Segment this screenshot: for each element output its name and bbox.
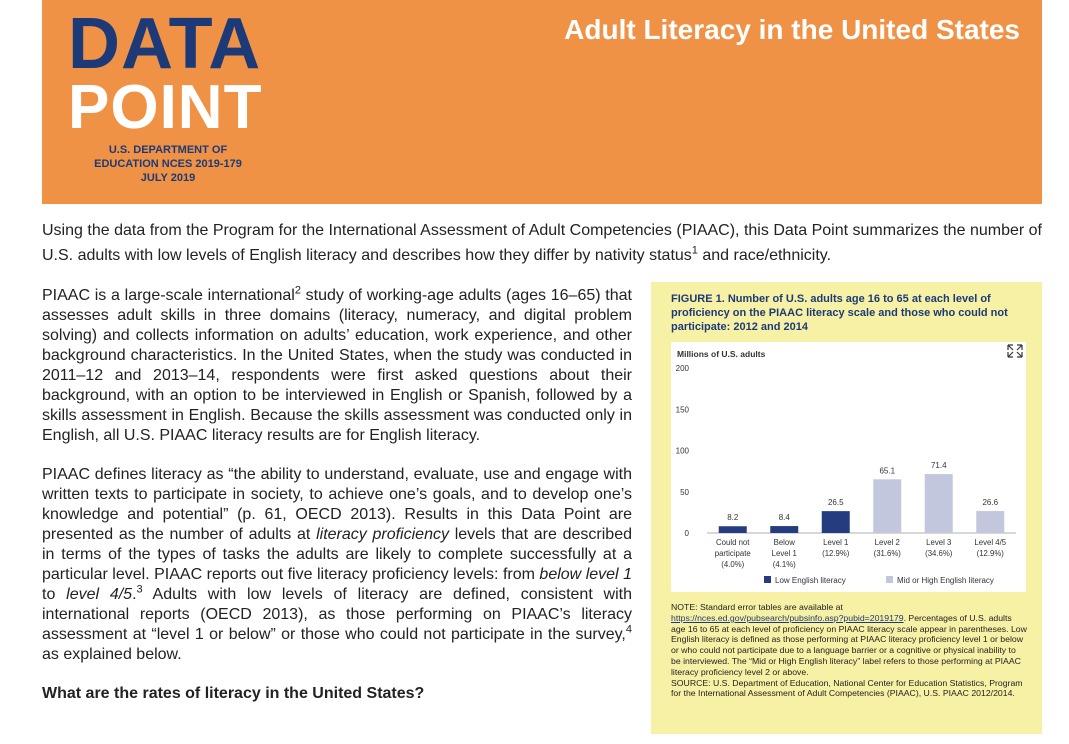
bar <box>822 511 850 533</box>
x-tick-label: (31.6%) <box>873 549 901 558</box>
legend-swatch-high <box>886 576 893 583</box>
logo-data-text: DATA <box>68 4 262 84</box>
note-link[interactable]: https://nces.ed.gov/pubsearch/pubsinfo.asp?pubid=2019179 <box>671 612 904 623</box>
bar <box>976 511 1004 533</box>
bar-value-label: 26.6 <box>982 498 999 508</box>
y-tick-label: 0 <box>684 529 689 538</box>
publisher-line-1: U.S. DEPARTMENT OF <box>108 144 228 156</box>
bar-value-label: 65.1 <box>879 466 896 476</box>
header-banner <box>42 0 1042 204</box>
bar-chart <box>671 342 1026 592</box>
bar-value-label: 8.2 <box>727 513 739 523</box>
para2-text-c: to <box>42 586 67 603</box>
publisher-line-2: EDUCATION NCES 2019-179 <box>94 158 242 170</box>
x-tick-label: (34.6%) <box>925 549 953 558</box>
page-title: Adult Literacy in the United States <box>564 14 1020 45</box>
para2-text-e: Adults with low levels of literacy are defined, consistent with international reports (OECD 2013), as those performing on PIAAC’s literacy assessment at “level 1 or below” or those who could not participate in the survey, <box>42 586 633 643</box>
logo-point-text: POINT <box>68 73 263 142</box>
note-text-a: NOTE: Standard error tables are available at <box>671 602 843 612</box>
para2-text-d: . <box>132 586 137 603</box>
para1-text-a: PIAAC is a large-scale international <box>42 287 295 304</box>
para2-em-2: below level 1 <box>539 566 632 583</box>
paragraph-definition <box>42 465 632 665</box>
note-text-b: . Percentages of U.S. adults age 16 to 65 at each level of proficiency on PIAAC literacy scale appear in parentheses. Low English literacy is defined as those performing at PIAAC literacy proficiency level 1 or below or who could not participate due to a language barrier or a cognitive or physical inability to be interviewed. The “Mid or High English literacy” label refers to those performing at PIAAC literacy proficiency level 2 or above. <box>671 612 1027 677</box>
publisher-info <box>82 143 254 185</box>
para2-em-3: level 4/5 <box>66 586 133 603</box>
bar <box>925 474 953 533</box>
x-tick-label: Level 1 <box>771 549 797 558</box>
bar <box>770 526 798 533</box>
y-tick-label: 150 <box>675 405 689 415</box>
para2-em-1: literacy proficiency <box>316 526 449 543</box>
source-text: SOURCE: U.S. Department of Education, National Center for Education Statistics, Program for the International Assessment of Adult Competencies (PIAAC), U.S. PIAAC 2012/2014. <box>671 677 1023 699</box>
legend-label-high: Mid or High English literacy <box>897 576 994 585</box>
figure-box <box>651 282 1042 734</box>
main-column <box>42 286 632 704</box>
expand-icon[interactable] <box>1008 345 1022 357</box>
x-tick-label: Level 4/5 <box>974 538 1007 547</box>
y-axis-label: Millions of U.S. adults <box>677 349 766 359</box>
y-tick-label: 200 <box>675 364 689 373</box>
bar <box>719 526 747 533</box>
intro-text-end: and race/ethnicity. <box>697 247 832 264</box>
figure-note <box>671 602 1027 699</box>
paragraph-piaac <box>42 286 632 446</box>
footnote-2[interactable]: 2 <box>294 284 301 297</box>
para1-text-b: study of working-age adults (ages 16–65) that assesses adult skills in three domains (literacy, numeracy, and digital problem solving) and collects information on adults’ education, work experience, and other background characteristics. In the United States, when the study was conducted in 2011–12 and 2013–14, respondents were first asked questions about their background, with an option to be interviewed in English or Spanish, followed by a skills assessment in English. Because the skills assessment was conducted only in English, all U.S. PIAAC literacy results are for English literacy. <box>42 287 632 444</box>
para2-text-a: PIAAC defines literacy as “the ability to understand, evaluate, use and engage with written texts to participate in society, to achieve one’s goals, and to develop one’s knowledge and potential” (p. 61, OECD 2013). Results in this Data Point are presented as the number of adults at <box>42 466 632 543</box>
bar <box>873 479 901 533</box>
figure-title: FIGURE 1. Number of U.S. adults age 16 to 65 at each level of proficiency on the PIAAC literacy scale and those who could not participate: 2012 and 2014 <box>671 293 1008 333</box>
chart-svg <box>671 342 1026 592</box>
x-tick-label: Level 1 <box>823 538 849 547</box>
footnote-3[interactable]: 3 <box>136 583 143 596</box>
x-tick-label: (12.9%) <box>976 549 1004 558</box>
y-tick-label: 50 <box>680 487 689 497</box>
x-tick-label: (12.9%) <box>822 549 850 558</box>
intro-text: Using the data from the Program for the International Assessment of Adult Competencies (PIAAC), this Data Point summarizes the number of U.S. adults with low levels of English literacy and describes how they differ by nativity status <box>42 222 1042 264</box>
x-tick-label: Level 3 <box>926 538 952 547</box>
section-heading: What are the rates of literacy in the United States? <box>42 685 425 702</box>
x-tick-label: (4.1%) <box>772 560 796 569</box>
x-tick-label: (4.0%) <box>721 560 745 569</box>
y-tick-label: 100 <box>675 446 689 456</box>
footnote-1[interactable]: 1 <box>691 244 698 257</box>
publish-date: JULY 2019 <box>140 172 196 184</box>
x-tick-label: Could not <box>716 538 750 547</box>
bar-value-label: 26.5 <box>827 498 844 508</box>
bar-value-label: 8.4 <box>778 513 790 523</box>
footnote-4[interactable]: 4 <box>625 623 632 636</box>
bar-value-label: 71.4 <box>930 461 947 471</box>
x-tick-label: Below <box>773 538 795 547</box>
x-tick-label: participate <box>714 549 751 558</box>
x-tick-label: Level 2 <box>874 538 900 547</box>
para2-text-f: as explained below. <box>42 646 182 663</box>
legend-swatch-low <box>764 576 771 583</box>
legend-label-low: Low English literacy <box>775 576 846 585</box>
para2-text-b: levels that are described in terms of the types of tasks the adults are likely to complete successfully at a particular level. PIAAC reports out five literacy proficiency levels: from <box>42 526 632 583</box>
intro-paragraph <box>42 218 1042 268</box>
